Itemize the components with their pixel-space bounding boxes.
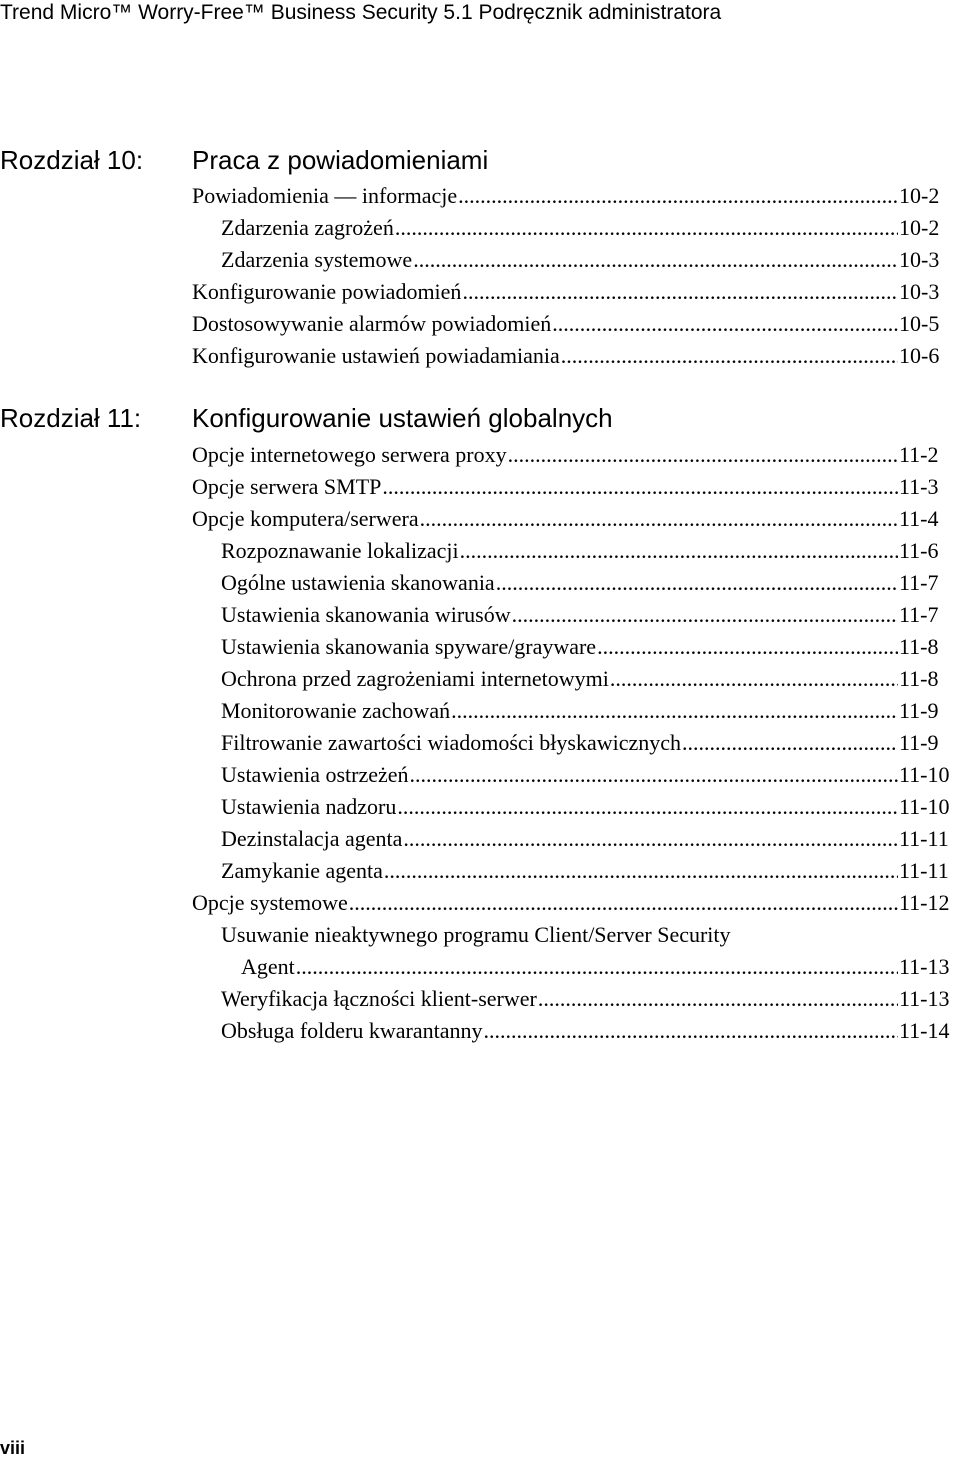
toc-entry[interactable] — [192, 440, 957, 470]
toc-entry[interactable] — [192, 341, 957, 371]
dot-leader — [508, 440, 898, 470]
toc-entry-text: Zdarzenia zagrożeń — [221, 215, 394, 240]
toc-entry-page: 11-11 — [899, 858, 949, 883]
dot-leader — [395, 213, 898, 243]
toc-entry-text: Filtrowanie zawartości wiadomości błyskawicznych — [221, 730, 682, 755]
dot-leader — [460, 536, 898, 566]
toc-entry[interactable] — [192, 309, 957, 339]
toc-entry-page: 11-9 — [899, 698, 939, 723]
toc-entry-page: 11-14 — [899, 1018, 950, 1043]
dot-leader — [384, 856, 898, 886]
toc-entry-page: 10-5 — [899, 311, 940, 336]
dot-leader — [561, 341, 898, 371]
dot-leader — [483, 1016, 898, 1046]
dot-leader — [552, 309, 898, 339]
dot-leader — [682, 728, 898, 758]
toc-entry-text: Monitorowanie zachowań — [221, 698, 451, 723]
toc-entry-text: Ogólne ustawienia skanowania — [221, 570, 495, 595]
running-header: Trend Micro™ Worry-Free™ Business Security 5.1 Podręcznik administratora — [0, 1, 722, 24]
toc-entry-text: Zdarzenia systemowe — [221, 247, 413, 272]
toc-entry-page: 11-9 — [899, 730, 939, 755]
toc-entry[interactable] — [192, 277, 957, 307]
dot-leader — [413, 245, 898, 275]
toc-entry[interactable] — [221, 632, 957, 662]
toc-entry-page: 10-3 — [899, 247, 940, 272]
toc-entry-page: 11-8 — [899, 666, 939, 691]
dot-leader — [382, 472, 898, 502]
toc-entry-text: Ustawienia skanowania spyware/grayware — [221, 634, 597, 659]
toc-entry[interactable] — [221, 245, 957, 275]
toc-entry-text: Ustawienia nadzoru — [221, 794, 397, 819]
toc-entry[interactable] — [221, 568, 957, 598]
toc-entry[interactable] — [221, 536, 957, 566]
toc-entry[interactable] — [221, 1016, 957, 1046]
toc-entry-page: 11-12 — [899, 890, 950, 915]
toc-entry-page: 11-13 — [899, 986, 950, 1011]
toc-entry-text: Konfigurowanie ustawień powiadamiania — [192, 343, 560, 368]
toc-entry-page: 11-13 — [899, 954, 950, 979]
toc-entry-page: 11-11 — [899, 826, 949, 851]
toc-entry-page: 11-2 — [899, 442, 939, 467]
toc-entry-text: Opcje serwera SMTP — [192, 474, 382, 499]
toc-entry-page: 10-3 — [899, 279, 940, 304]
toc-entry-text: Opcje internetowego serwera proxy — [192, 442, 507, 467]
toc-entry[interactable] — [192, 504, 957, 534]
toc-entry[interactable] — [221, 213, 957, 243]
toc-entry-page: 10-2 — [899, 215, 940, 240]
toc-entry-text: Obsługa folderu kwarantanny — [221, 1018, 483, 1043]
toc-entry[interactable] — [192, 888, 957, 918]
toc-entry[interactable] — [192, 181, 957, 211]
dot-leader — [496, 568, 898, 598]
toc-entry-text-line1[interactable]: Usuwanie nieaktywnego programu Client/Server Security — [221, 922, 731, 947]
toc-entry[interactable] — [241, 952, 957, 982]
toc-entry[interactable] — [221, 696, 957, 726]
toc-entry[interactable] — [221, 760, 957, 790]
toc-entry-text: Rozpoznawanie lokalizacji — [221, 538, 459, 563]
toc-entry-text: Opcje systemowe — [192, 890, 348, 915]
toc-entry-text: Powiadomienia — informacje — [192, 183, 458, 208]
toc-entry[interactable] — [221, 824, 957, 854]
toc-entry-text: Zamykanie agenta — [221, 858, 383, 883]
toc-entry-page: 11-8 — [899, 634, 939, 659]
toc-entry[interactable] — [192, 472, 957, 502]
toc-entry-page: 10-6 — [899, 343, 940, 368]
toc-entry-page: 10-2 — [899, 183, 940, 208]
dot-leader — [451, 696, 898, 726]
toc-entry[interactable] — [221, 984, 957, 1014]
toc-entry-text: Dezinstalacja agenta — [221, 826, 403, 851]
toc-entry[interactable] — [221, 600, 957, 630]
toc-entry[interactable] — [221, 792, 957, 822]
toc-entry[interactable] — [221, 856, 957, 886]
toc-entry-page: 11-10 — [899, 794, 950, 819]
dot-leader — [349, 888, 898, 918]
dot-leader — [296, 952, 898, 982]
toc-entry-page: 11-6 — [899, 538, 939, 563]
toc-entry[interactable] — [221, 664, 957, 694]
toc-entry-text: Ustawienia ostrzeżeń — [221, 762, 409, 787]
toc-entry-text: Ustawienia skanowania wirusów — [221, 602, 511, 627]
dot-leader — [538, 984, 898, 1014]
toc-entry-text: Dostosowywanie alarmów powiadomień — [192, 311, 552, 336]
page-number: viii — [0, 1438, 26, 1458]
toc-entry-text: Ochrona przed zagrożeniami internetowymi — [221, 666, 609, 691]
dot-leader — [420, 504, 898, 534]
dot-leader — [512, 600, 898, 630]
toc-entry-text-continuation: Agent — [241, 954, 295, 979]
dot-leader — [458, 181, 898, 211]
dot-leader — [410, 760, 898, 790]
toc-entry-text: Opcje komputera/serwera — [192, 506, 419, 531]
dot-leader — [462, 277, 898, 307]
chapter-10-title: Praca z powiadomieniami — [192, 145, 489, 175]
chapter-10-label: Rozdział 10: — [0, 145, 144, 175]
toc-entry-page: 11-3 — [899, 474, 939, 499]
chapter-11-label: Rozdział 11: — [0, 403, 142, 433]
toc-entry[interactable] — [221, 728, 957, 758]
dot-leader — [610, 664, 898, 694]
toc-entry-page: 11-7 — [899, 570, 939, 595]
dot-leader — [397, 792, 898, 822]
toc-entry-text: Konfigurowanie powiadomień — [192, 279, 462, 304]
toc-entry-page: 11-7 — [899, 602, 939, 627]
toc-entry-text: Weryfikacja łączności klient-serwer — [221, 986, 537, 1011]
chapter-11-title: Konfigurowanie ustawień globalnych — [192, 403, 613, 433]
toc-entry-page: 11-4 — [899, 506, 939, 531]
dot-leader — [597, 632, 898, 662]
toc-entry-page: 11-10 — [899, 762, 950, 787]
dot-leader — [403, 824, 898, 854]
